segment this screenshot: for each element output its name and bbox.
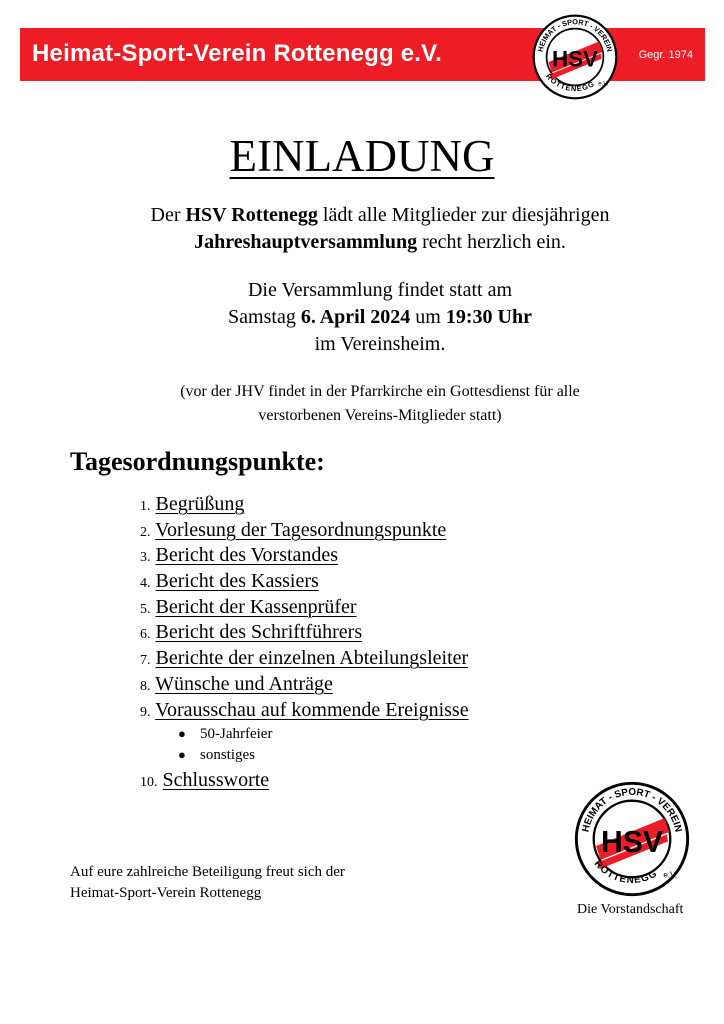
agenda-text: Begrüßung <box>155 493 245 515</box>
meeting-line-1: Die Versammlung findet statt am <box>247 279 513 301</box>
agenda-item <box>140 672 469 698</box>
logo-letters: HSV <box>552 46 598 72</box>
agenda-number: 1. <box>140 499 151 514</box>
agenda-number: 9. <box>140 704 151 720</box>
agenda-text: Schlussworte <box>162 769 270 792</box>
agenda-item <box>140 620 469 646</box>
logo-suffix: e.V. <box>663 870 678 880</box>
agenda-sub-item <box>178 723 469 744</box>
logo-ring-top-text: HEIMAT - SPORT - VEREIN <box>580 786 684 834</box>
intro-paragraph <box>0 202 724 256</box>
meeting-date: 6. April 2024 <box>300 306 411 328</box>
agenda-text: Berichte der einzelnen Abteilungsleiter <box>155 647 469 670</box>
agenda-item <box>140 518 469 544</box>
agenda-number: 8. <box>140 678 151 694</box>
agenda-item <box>140 698 469 724</box>
closing-text <box>70 862 345 904</box>
agenda-item <box>140 646 469 672</box>
agenda-text: Wünsche und Anträge <box>155 672 333 695</box>
agenda-number: 7. <box>140 653 151 669</box>
club-logo-top <box>532 14 618 100</box>
agenda-number: 4. <box>140 576 151 592</box>
agenda-item <box>140 569 469 595</box>
agenda-text: Bericht des Vorstandes <box>155 544 339 567</box>
note-line-2: verstorbenen Vereins-Mitglieder statt) <box>258 407 502 424</box>
intro-text: Der <box>150 204 186 226</box>
bullet-icon: ● <box>178 747 186 763</box>
service-note <box>0 380 724 428</box>
meeting-location: im Vereinsheim. <box>314 333 446 355</box>
agenda-text: Bericht der Kassenprüfer <box>155 595 357 618</box>
agenda-sub-item <box>178 744 469 765</box>
agenda-number: 5. <box>140 601 151 617</box>
founded-year: Gegr. 1974 <box>638 49 693 61</box>
page-title: EINLADUNG <box>229 131 495 181</box>
agenda-text: Vorlesung der Tagesordnungspunkte <box>155 518 447 541</box>
agenda-item <box>140 595 469 621</box>
agenda-number: 6. <box>140 627 151 643</box>
logo-suffix: e.V. <box>598 81 609 88</box>
logo-ring-top-text: HEIMAT - SPORT - VEREIN <box>535 17 615 53</box>
agenda-number: 2. <box>140 524 151 540</box>
logo-ring-bottom-text: ROTTENEGG <box>591 858 659 887</box>
agenda-text: Vorausschau auf kommende Ereignisse <box>155 698 469 721</box>
intro-text-end: recht herzlich ein. <box>417 231 566 253</box>
note-line-1: (vor der JHV findet in der Pfarrkirche ein Gottesdienst für alle <box>180 383 580 400</box>
club-logo-bottom <box>574 781 690 897</box>
meeting-type: Jahreshauptversammlung <box>194 231 418 253</box>
agenda-list <box>140 492 469 794</box>
agenda-number: 10. <box>140 775 158 791</box>
closing-line-1: Auf eure zahlreiche Beteiligung freut sich der <box>70 864 345 880</box>
agenda-item <box>140 768 469 794</box>
logo-ring-bottom-text: ROTTENEGG <box>544 71 596 93</box>
meeting-between: um <box>410 306 446 328</box>
bullet-icon: ● <box>178 726 186 742</box>
logo-letters: HSV <box>600 825 664 859</box>
agenda-item <box>140 492 469 518</box>
intro-text-rest: lädt alle Mitglieder zur diesjährigen <box>317 204 610 226</box>
club-name: Heimat-Sport-Verein Rottenegg e.V. <box>32 40 442 67</box>
agenda-text: Bericht des Schriftführers <box>155 621 363 644</box>
meeting-weekday: Samstag <box>228 306 301 328</box>
agenda-number: 3. <box>140 550 151 566</box>
sub-item-text: 50-Jahrfeier <box>200 726 273 743</box>
meeting-details <box>0 277 724 358</box>
club-short-name: HSV Rottenegg <box>185 204 318 226</box>
meeting-time: 19:30 Uhr <box>445 306 532 328</box>
sub-item-text: sonstiges <box>200 747 256 764</box>
agenda-title: Tagesordnungspunkte: <box>70 447 325 476</box>
closing-line-2: Heimat-Sport-Verein Rottenegg <box>70 885 262 901</box>
agenda-text: Bericht des Kassiers <box>155 570 319 593</box>
signature: Die Vorstandschaft <box>577 902 684 917</box>
agenda-item <box>140 543 469 569</box>
